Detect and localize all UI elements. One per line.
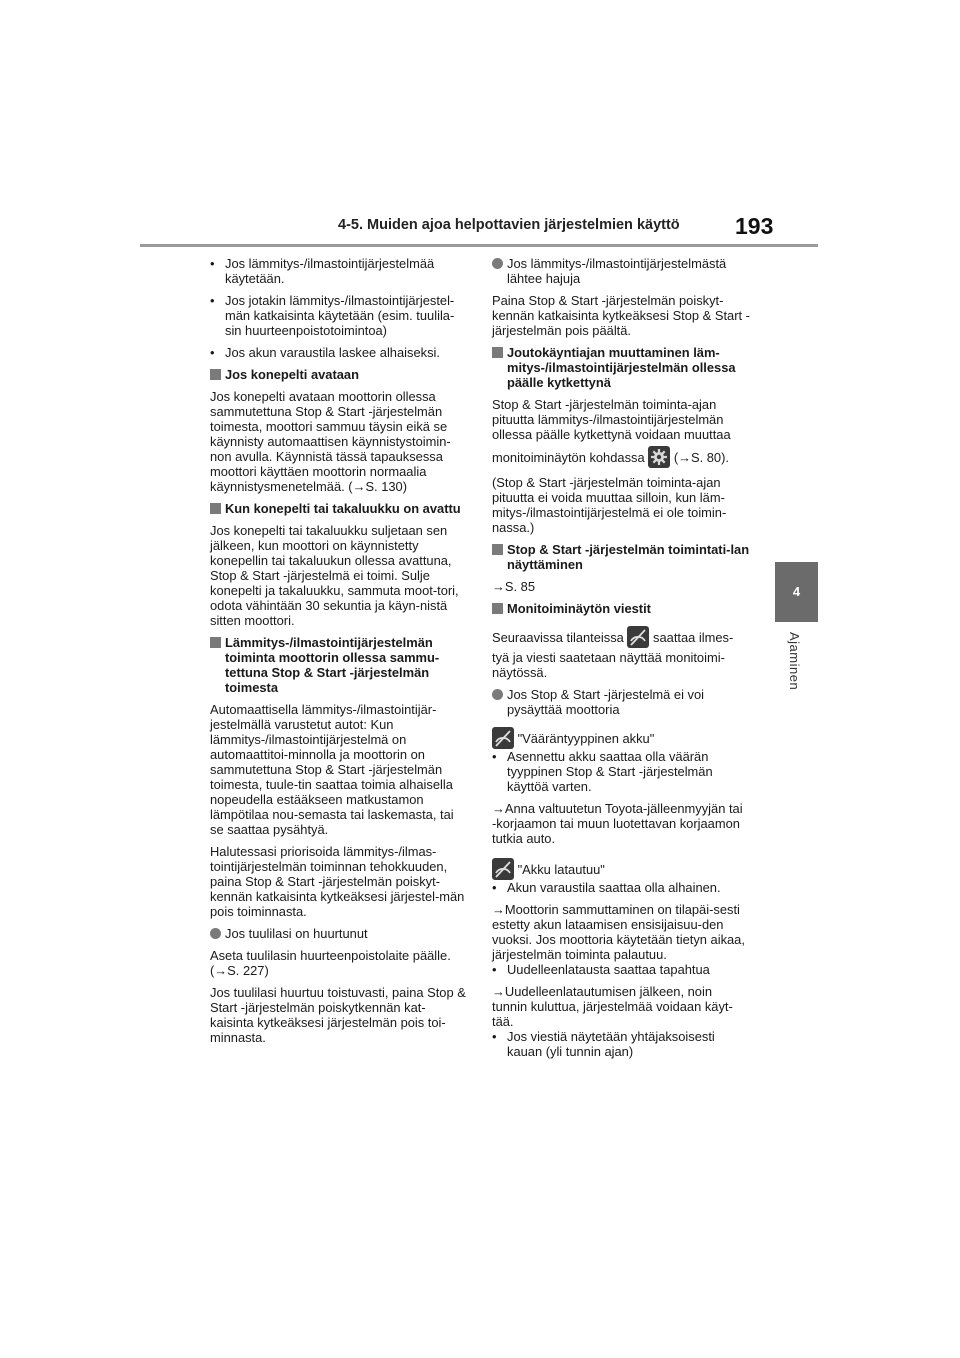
paragraph: Halutessasi priorisoida lämmitys-/ilmas-tointijärjestelmän toiminnan tehokkuuden, paina Stop & Start -järjestelmän poiskyt-kennän katkaisinta kytkeäksesi järjestel-män pois toiminnasta. bbox=[210, 844, 465, 919]
paragraph: →Uudelleenlatautumisen jälkeen, noin tunnin kuluttua, järjestelmää voidaan käyt-tää. bbox=[492, 984, 733, 1029]
circle-bullet-icon bbox=[492, 258, 503, 269]
square-bullet-icon bbox=[492, 603, 503, 614]
square-bullet-icon bbox=[210, 369, 221, 380]
right-column bbox=[492, 256, 750, 1066]
list-item: • Jos lämmitys-/ilmastointijärjestelmää käytetään. bbox=[210, 256, 435, 286]
paragraph: Aseta tuulilasin huurteenpoistolaite päälle. (→S. 227) bbox=[210, 948, 451, 978]
section-heading: Stop & Start -järjestelmän toimintati-lan näyttäminen bbox=[492, 542, 750, 572]
header-rule bbox=[140, 244, 818, 247]
paragraph: tyä ja viesti saatetaan näyttää monitoimi-näytössä. bbox=[492, 650, 725, 680]
stop-start-indicator-icon bbox=[492, 858, 514, 880]
square-bullet-icon bbox=[210, 503, 221, 514]
square-bullet-icon bbox=[492, 544, 503, 555]
list-item: • Jos viestiä näytetään yhtäjaksoisesti kauan (yli tunnin ajan) bbox=[492, 1029, 715, 1059]
section-heading: Jos konepelti avataan bbox=[210, 367, 468, 382]
square-bullet-icon bbox=[210, 637, 221, 648]
stop-start-indicator-icon bbox=[627, 626, 649, 648]
chapter-label: Ajaminen bbox=[787, 632, 802, 691]
paragraph: →S. 85 bbox=[492, 579, 535, 594]
list-item: • Jos akun varaustila laskee alhaiseksi. bbox=[210, 345, 440, 360]
paragraph: Seuraavissa tilanteissa saattaa ilmes- bbox=[492, 626, 750, 648]
paragraph: (Stop & Start -järjestelmän toiminta-ajan pituutta ei voida muuttaa silloin, kun läm-mitys-/ilmastointijärjestelmä ei ole toimin-nassa.) bbox=[492, 475, 727, 535]
paragraph: Paina Stop & Start -järjestelmän poiskyt-kennän katkaisinta kytkeäksesi Stop & Start -järjestelmän pois päältä. bbox=[492, 293, 750, 338]
paragraph: Jos konepelti tai takaluukku suljetaan sen jälkeen, kun moottori on käynnistetty konepellin tai takaluukun ollessa avattuna, Stop & Start -järjestelmä ei toimi. Sulje konepelti ja takaluukku, sammuta moot-tori, odota vähintään 30 sekuntia ja käyn-nistä sitten moottori. bbox=[210, 523, 459, 628]
list-item: • Uudelleenlatausta saattaa tapahtua bbox=[492, 962, 710, 977]
paragraph: monitoiminäytön kohdassa (→S. 80). bbox=[492, 446, 750, 468]
list-item: • Akun varaustila saattaa olla alhainen. bbox=[492, 880, 721, 895]
paragraph: Stop & Start -järjestelmän toiminta-ajan pituutta lämmitys-/ilmastointijärjestelmän ollessa päälle kytkettynä voidaan muuttaa bbox=[492, 397, 731, 442]
paragraph: Jos konepelti avataan moottorin ollessa sammutettuna Stop & Start -järjestelmän toimesta, moottori sammuu täysin eikä se käynnisty automaattisen käynnistystoimin-non avulla. Käynnistä tässä tapauksessa moottori käyttäen moottorin normaalia käynnistysmenetelmää. (→S. 130) bbox=[210, 389, 451, 494]
paragraph: Automaattisella lämmitys-/ilmastointijär-jestelmällä varustetut autot: Kun lämmitys-/ilmastointijärjestelmä on automaattitoi-minnolla ja moottorin on sammutettuna Stop & Start -järjestelmän toimesta, tuule-tin saattaa toimia alhaisella nopeudella estääkseen matkustamon lämpötilaa nou-semasta tai laskemasta, tai se saattaa pysähtyä. bbox=[210, 702, 454, 837]
section-heading: Lämmitys-/ilmastointijärjestelmän toiminta moottorin ollessa sammu-tettuna Stop & Start -järjestelmän toimesta bbox=[210, 635, 468, 695]
circle-bullet-icon bbox=[492, 689, 503, 700]
section-title: 4-5. Muiden ajoa helpottavien järjestelmien käyttö bbox=[338, 217, 680, 233]
sub-heading: Jos Stop & Start -järjestelmä ei voi pysäyttää moottoria bbox=[492, 687, 750, 717]
section-heading: Monitoiminäytön viestit bbox=[492, 601, 750, 616]
sub-heading: Jos lämmitys-/ilmastointijärjestelmästä lähtee hajuja bbox=[492, 256, 750, 286]
chapter-tab: 4 bbox=[775, 562, 818, 622]
page-number: 193 bbox=[735, 213, 774, 239]
circle-bullet-icon bbox=[210, 928, 221, 939]
paragraph: →Moottorin sammuttaminen on tilapäi-sesti estetty akun lataamisen ensisijaisuu-den vuoksi. Jos moottoria käytetään tietyn aikaa, järjestelmän toiminta palautuu. bbox=[492, 902, 745, 962]
left-column bbox=[210, 256, 468, 1052]
square-bullet-icon bbox=[492, 347, 503, 358]
list-item: • Jos jotakin lämmitys-/ilmastointijärjestel-män katkaisinta käytetään (esim. tuulila-sin huurteenpoistotoimintoa) bbox=[210, 293, 455, 338]
message-label: "Vääräntyyppinen akku" bbox=[492, 727, 750, 749]
list-item: • Asennettu akku saattaa olla väärän tyyppinen Stop & Start -järjestelmän käyttöä varten. bbox=[492, 749, 713, 794]
stop-start-indicator-icon bbox=[492, 727, 514, 749]
settings-gear-icon bbox=[648, 446, 670, 468]
paragraph: Jos tuulilasi huurtuu toistuvasti, paina Stop & Start -järjestelmän poiskytkennän kat-kaisinta kytkeäksesi järjestelmän pois toi-minnasta. bbox=[210, 985, 466, 1045]
paragraph: →Anna valtuutetun Toyota-jälleenmyyjän tai -korjaamon tai muun luotettavan korjaamon tutkia auto. bbox=[492, 801, 743, 846]
section-heading: Joutokäyntiajan muuttaminen läm-mitys-/ilmastointijärjestelmän ollessa päälle kytkettynä bbox=[492, 345, 750, 390]
sub-heading: Jos tuulilasi on huurtunut bbox=[210, 926, 468, 941]
section-heading: Kun konepelti tai takaluukku on avattu bbox=[210, 501, 468, 516]
message-label: "Akku latautuu" bbox=[492, 858, 750, 880]
